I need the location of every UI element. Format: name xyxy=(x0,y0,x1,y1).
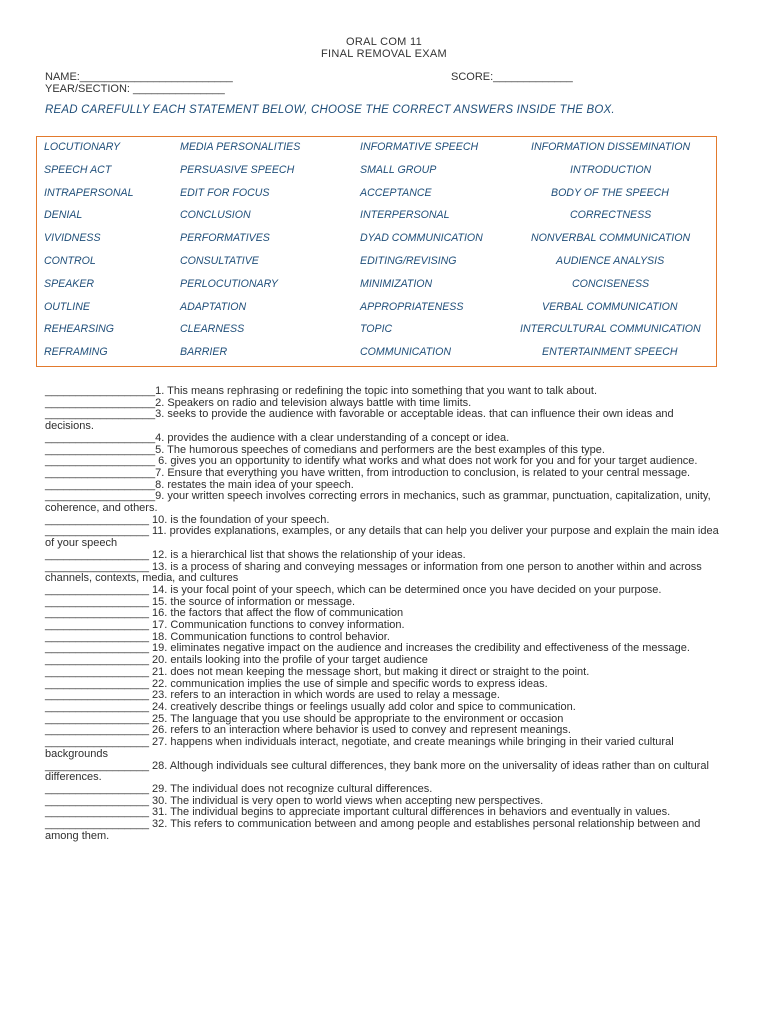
question-item: _________________ 13. is a process of sharing and conveying messages or information from one person to another within and across channels, contexts, media, and cultures xyxy=(45,560,702,585)
name-field: NAME:_________________________ xyxy=(45,71,233,83)
choice-item: INTRODUCTION xyxy=(570,164,652,176)
choice-item: MINIMIZATION xyxy=(360,278,433,290)
choice-item: LOCUTIONARY xyxy=(44,141,121,153)
choice-item: OUTLINE xyxy=(44,301,90,313)
question-item: _________________ 32. This refers to communication between and among people and establishes personal relationship between and among them. xyxy=(45,818,701,842)
choice-item: PERLOCUTIONARY xyxy=(180,278,278,290)
exam-title: ORAL COM 11 xyxy=(345,36,423,48)
question-item: _________________ 12. is a hierarchical list that shows the relationship of your ideas. xyxy=(45,548,466,561)
choice-item: MEDIA PERSONALITIES xyxy=(180,141,301,153)
choice-item: INTRAPERSONAL xyxy=(44,187,134,199)
choice-item: SPEAKER xyxy=(44,278,95,290)
choice-item: CONTROL xyxy=(44,255,96,267)
question-item: _________________ 20. entails looking into the profile of your target audience xyxy=(45,654,428,667)
question-item: _________________ 19. eliminates negative impact on the audience and increases the credibility and effectiveness of the message. xyxy=(45,642,690,655)
choice-item: APPROPRIATENESS xyxy=(360,301,464,313)
question-item: _________________ 21. does not mean keeping the message short, but making it direct or straight to the point. xyxy=(45,665,590,678)
question-item: _________________ 24. creatively describe things or feelings usually add color and spice to communication. xyxy=(45,700,576,713)
question-item: _________________ 14. is your focal point of your speech, which can be determined once you have decided on your purpose. xyxy=(45,583,662,596)
choice-item: VIVIDNESS xyxy=(44,232,101,244)
choice-item: ENTERTAINMENT SPEECH xyxy=(542,346,678,358)
choice-item: VERBAL COMMUNICATION xyxy=(542,301,678,313)
choice-item: EDITING/REVISING xyxy=(360,255,457,267)
question-item: __________________9. your written speech involves correcting errors in mechanics, such as grammar, punctuation, capitalization, unity, coherence, and others. xyxy=(45,490,711,515)
choice-item: EDIT FOR FOCUS xyxy=(180,187,270,199)
choice-item: CONCLUSION xyxy=(180,209,251,221)
question-item: __________________8. restates the main idea of your speech. xyxy=(45,478,354,491)
choice-item: CONCISENESS xyxy=(572,278,650,290)
choice-item: REFRAMING xyxy=(44,346,108,358)
choice-item: CLEARNESS xyxy=(180,323,245,335)
instructions: READ CAREFULLY EACH STATEMENT BELOW, CHOOSE THE CORRECT ANSWERS INSIDE THE BOX. xyxy=(45,104,615,116)
question-item: _________________ 27. happens when individuals interact, negotiate, and create meanings while bringing in their varied cultural backgrounds xyxy=(45,736,674,760)
question-item: _________________ 25. The language that you use should be appropriate to the environment or occasion xyxy=(45,712,564,725)
choice-item: PERFORMATIVES xyxy=(180,232,270,244)
question-item: _________________ 31. The individual begins to appreciate important cultural differences in behaviors and eventually in values. xyxy=(45,806,671,819)
question-item: __________________1. This means rephrasing or redefining the topic into something that you want to talk about. xyxy=(45,385,598,397)
question-item: __________________7. Ensure that everything you have written, from introduction to conclusion, is related to your central message. xyxy=(45,466,691,479)
choice-item: ACCEPTANCE xyxy=(360,187,432,199)
choice-item: CONSULTATIVE xyxy=(180,255,259,267)
question-item: _________________ 30. The individual is very open to world views when accepting new perspectives. xyxy=(45,794,544,807)
question-item: __________________ 6. gives you an opportunity to identify what works and what does not work for you and for your target audience. xyxy=(45,455,698,468)
exam-subtitle: FINAL REMOVAL EXAM xyxy=(320,48,448,60)
choice-item: SMALL GROUP xyxy=(360,164,437,176)
question-item: _________________ 29. The individual does not recognize cultural differences. xyxy=(45,782,433,795)
question-item: _________________ 11. provides explanations, examples, or any details that can help you deliver your purpose and explain the main idea of your speech xyxy=(45,525,719,550)
score-field: SCORE:_____________ xyxy=(451,71,573,83)
question-item: _________________ 15. the source of information or message. xyxy=(45,595,356,608)
question-item: _________________ 10. is the foundation of your speech. xyxy=(45,513,330,526)
choice-item: INTERCULTURAL COMMUNICATION xyxy=(520,323,701,335)
choice-item: DYAD COMMUNICATION xyxy=(360,232,483,244)
choice-item: INFORMATIVE SPEECH xyxy=(360,141,479,153)
choice-item: REHEARSING xyxy=(44,323,115,335)
choice-item: TOPIC xyxy=(360,323,393,335)
choice-item: SPEECH ACT xyxy=(44,164,112,176)
choice-item: DENIAL xyxy=(44,209,83,221)
choice-item: BARRIER xyxy=(180,346,228,358)
choice-item: PERSUASIVE SPEECH xyxy=(180,164,295,176)
question-item: _________________ 23. refers to an interaction in which words are used to relay a message. xyxy=(45,689,500,702)
section-field: YEAR/SECTION: _______________ xyxy=(45,83,225,95)
question-item: _________________ 28. Although individuals see cultural differences, they bank more on the universality of ideas rather than on cultural differences. xyxy=(45,759,709,784)
question-item: _________________ 22. communication implies the use of simple and specific words to express ideas. xyxy=(45,677,548,690)
question-item: __________________3. seeks to provide the audience with favorable or acceptable ideas. that can influence their own ideas and decisions. xyxy=(45,408,674,433)
question-item: _________________ 16. the factors that affect the flow of communication xyxy=(45,607,404,620)
choice-item: INTERPERSONAL xyxy=(360,209,450,221)
question-item: _________________ 18. Communication functions to control behavior. xyxy=(45,630,390,643)
question-list xyxy=(45,386,725,842)
question-item: __________________5. The humorous speeches of comedians and performers are the best examples of this type. xyxy=(45,443,605,456)
choice-item: COMMUNICATION xyxy=(360,346,452,358)
choice-item: NONVERBAL COMMUNICATION xyxy=(531,232,691,244)
question-item: __________________4. provides the audience with a clear understanding of a concept or idea. xyxy=(45,431,510,444)
question-item: _________________ 26. refers to an interaction where behavior is used to convey and represent meanings. xyxy=(45,724,571,737)
question-item: __________________2. Speakers on radio and television always battle with time limits. xyxy=(45,396,472,409)
choice-item: CORRECTNESS xyxy=(570,209,652,221)
choice-item: ADAPTATION xyxy=(180,301,247,313)
question-item: _________________ 17. Communication functions to convey information. xyxy=(45,619,405,632)
choice-item: INFORMATION DISSEMINATION xyxy=(531,141,691,153)
choice-item: AUDIENCE ANALYSIS xyxy=(556,255,665,267)
choice-item: BODY OF THE SPEECH xyxy=(551,187,669,199)
